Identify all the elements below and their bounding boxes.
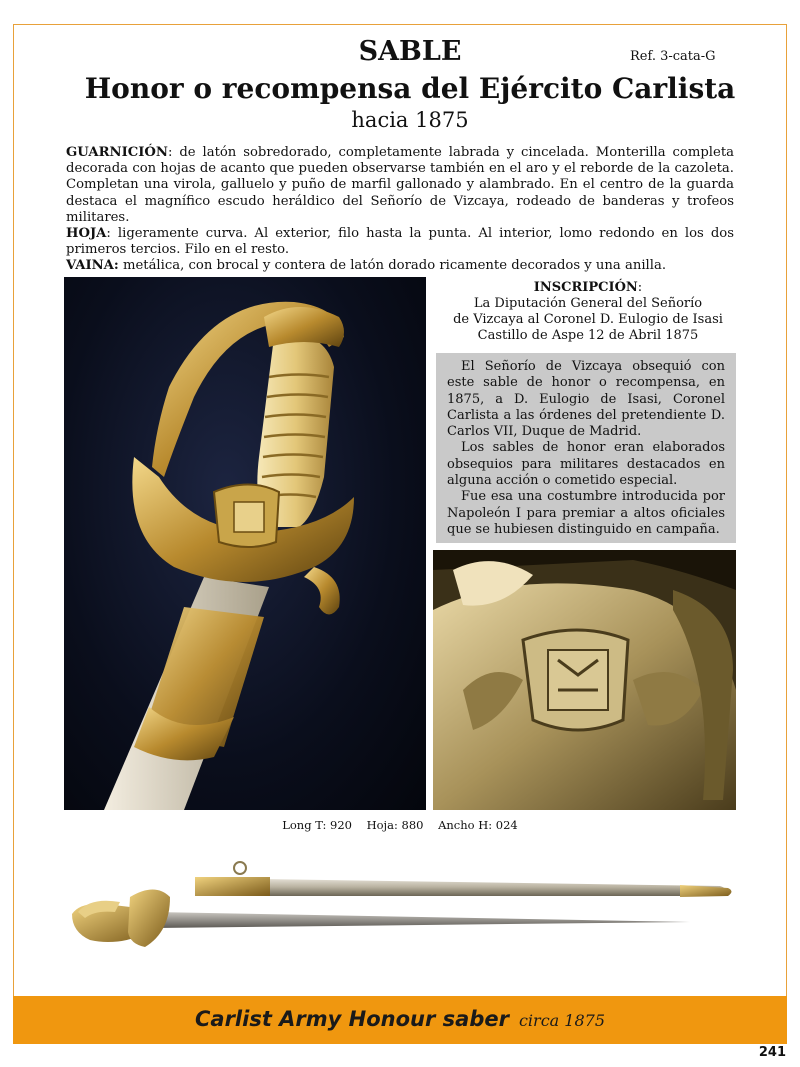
english-title: Carlist Army Honour saber — [194, 1007, 509, 1031]
crest-closeup-photo — [433, 550, 736, 810]
inscription-colon: : — [637, 280, 643, 295]
hoja-label: HOJA — [66, 226, 107, 242]
inscription-line-1: La Diputación General del Señorío — [473, 296, 703, 311]
full-sword-illustration — [60, 852, 750, 967]
history-paragraph-3: Fue esa una costumbre introducida por Napoleón I para premiar a altos oficiales que se hubiesen distinguido en campaña. — [447, 489, 725, 537]
full-sword-photo — [60, 852, 750, 967]
dimensions-caption: Long T: 920 Hoja: 880 Ancho H: 024 — [282, 818, 518, 832]
guarnicion-label: GUARNICIÓN — [66, 145, 168, 160]
inscription-heading — [440, 280, 736, 296]
inscription-line-3: Castillo de Aspe 12 de Abril 1875 — [477, 328, 699, 343]
inscription-block — [440, 280, 736, 344]
page-number: 241 — [758, 1045, 786, 1060]
vaina-text: metálica, con brocal y contera de latón dorado ricamente decorados y una anilla. — [118, 258, 667, 274]
hoja-text: : ligeramente curva. Al exterior, filo hasta la punta. Al interior, lomo redondo en los dos primeros tercios. Filo en el resto. — [66, 226, 734, 258]
hoja-paragraph — [66, 226, 734, 258]
inscription-label: INSCRIPCIÓN — [533, 280, 638, 295]
english-title-banner — [13, 996, 787, 1044]
inscription-line-2: de Vizcaya al Coronel D. Eulogio de Isasi — [453, 312, 723, 327]
vaina-label: VAINA: — [66, 258, 119, 274]
history-box — [436, 353, 736, 543]
guarnicion-text: : de latón sobredorado, completamente labrada y cincelada. Monterilla completa decorada con hojas de acanto que pueden observarse también en el aro y el reborde de la cazoleta. Completan una virola, galluelo y puño de marfil gallonado y alambrado. En el centro de la guarda destaca el magnífico escudo heráldico del Señorío de Vizcaya, rodeado de banderas y trofeos militares. — [66, 145, 734, 225]
page-date: hacia 1875 — [351, 108, 469, 132]
page-subtitle: Honor o recompensa del Ejército Carlista — [84, 72, 736, 105]
crest-illustration — [433, 550, 736, 810]
guarnicion-paragraph — [66, 145, 734, 226]
description-block — [66, 145, 734, 275]
vaina-paragraph — [66, 258, 734, 274]
english-circa: circa 1875 — [518, 1011, 605, 1030]
history-paragraph-1: El Señorío de Vizcaya obsequió con este sable de honor o recompensa, en 1875, a D. Eulogio de Isasi, Coronel Carlista a las órdenes del pretendiente D. Carlos VII, Duque de Madrid. — [447, 359, 725, 440]
hilt-photo — [64, 277, 426, 810]
hilt-illustration — [64, 277, 426, 810]
history-paragraph-2: Los sables de honor eran elaborados obsequios para militares destacados en alguna acción o cometido especial. — [447, 440, 725, 489]
reference-code: Ref. 3-cata-G — [630, 49, 716, 64]
page-title: SABLE — [358, 36, 462, 67]
